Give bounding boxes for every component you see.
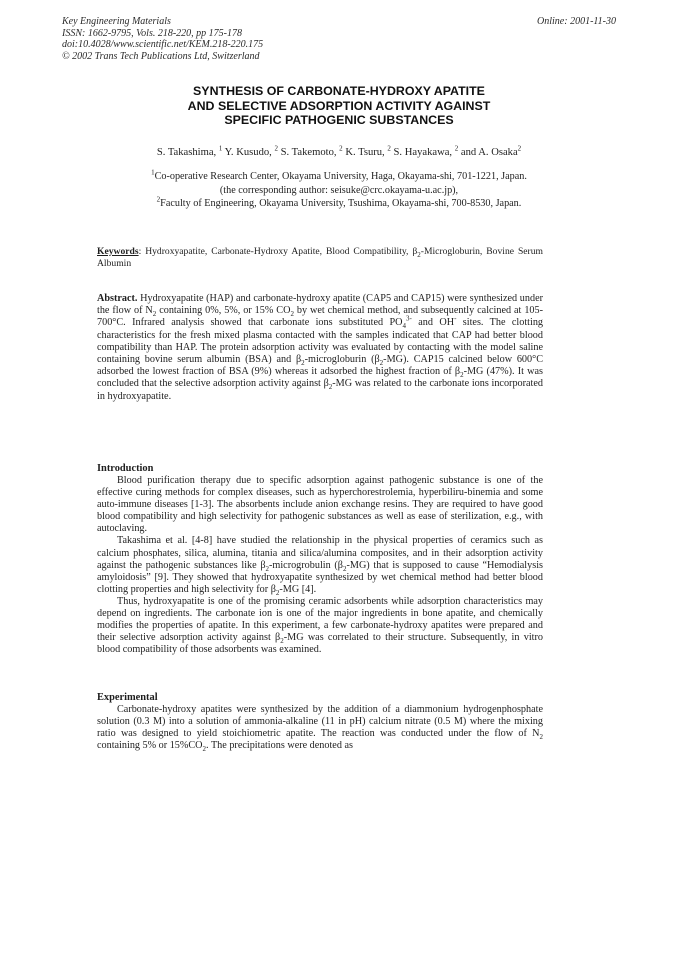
author-name: Y. Kusudo, <box>224 147 272 158</box>
online-date: Online: 2001-11-30 <box>537 16 616 27</box>
doi-line: doi:10.4028/www.scientific.net/KEM.218-220.175 <box>62 39 264 50</box>
paragraph: Blood purification therapy due to specific adsorption against pathogenic substance is one of the effective curing methods for complex diseases, such as hyperchorestrolemia, hyperbiliru-binemia and some auto-immune diseases [1-3]. The absorbents include anion exchange resins. They are required to have good blood compatibility and high selectivity for pathogenic substances as well as ease of sterilization, e.g., with autoclaving. <box>97 475 543 535</box>
introduction-section <box>97 462 543 656</box>
author-name: S. Takashima, <box>156 147 217 158</box>
copyright-line: © 2002 Trans Tech Publications Ltd, Switzerland <box>62 50 260 62</box>
author-name: and A. Osaka <box>460 147 518 158</box>
title-line: SYNTHESIS OF CARBONATE-HYDROXY APATITE <box>193 84 485 98</box>
journal-name: Key Engineering Materials <box>62 16 171 27</box>
affiliation-mark: 2 <box>156 195 161 204</box>
paper-title <box>0 84 678 128</box>
paragraph: Takashima et al. [4-8] have studied the relationship in the physical properties of ceramics such as calcium phosphates, silica, alumina, titania and silica/alumina composites, and in their adsorption activity against the pathogenic substances like $\beta_2$-microgrobulin $(\beta_2-MG)$ that is supposed to cause “Hemodialysis amyloidosis” [9]. They showed that hydroxyapatite synthesized by wet chemical method had better blood clotting properties and high selectivity for $\beta_2-MG$ [4]. <box>97 535 543 597</box>
affiliation-mark: 2 <box>454 144 459 153</box>
corresponding-author: (the corresponding author: seisuke@crc.okayama-u.ac.jp), <box>219 184 459 196</box>
title-line: SPECIFIC PATHOGENIC SUBSTANCES <box>224 113 454 127</box>
journal-header <box>62 16 616 62</box>
paragraph: Carbonate-hydroxy apatites were synthesized by the addition of a diammonium hydrogenphosphate solution (0.3 M) into a solution of ammonia-alkaline (11 in pH) calcium nitrate (0.5 M) where the mixing ratio was designed to yield stoichiometric apatite. The reaction was conducted under the flow of $N_2$ containing 5% or $15\%CO_2$. The precipitations were denoted as <box>97 704 543 754</box>
keywords-label: Keywords <box>97 246 139 257</box>
affiliation-mark: 2 <box>387 144 391 153</box>
author-list <box>0 144 678 158</box>
affiliations <box>0 170 678 211</box>
abstract-label: Abstract. <box>97 293 138 304</box>
affiliation-1: $^1$Co-operative Research Center, Okayama University, Haga, Okayama-shi, 701-1221, Japan. <box>151 168 527 182</box>
author-name: K. Tsuru, <box>345 147 385 158</box>
keywords: Keywords: Hydroxyapatite, Carbonate-Hydroxy Apatite, Blood Compatibility, $\beta_2$-Microgloburin, Bovine Serum Albumin <box>97 246 543 269</box>
paragraph: Thus, hydroxyapatite is one of the promising ceramic adsorbents while adsorption characteristics may depend on ingredients. The carbonate ion is one of the major ingredients in bone apatite, and chemically modifies the properties of apatite. In this experiment, a few carbonate-hydroxy apatites were prepared and their selective adsorption activity against $\beta_2-MG$ was correlated to their structure. Subsequently, in vitro blood compatibility of those adsorbents was examined. <box>97 595 543 656</box>
experimental-section <box>97 691 543 752</box>
affiliation-mark: 1 <box>151 168 155 177</box>
affiliation-mark: 2 <box>274 144 278 153</box>
affiliation-mark: 2 <box>339 144 343 153</box>
title-line: AND SELECTIVE ADSORPTION ACTIVITY AGAINST <box>187 98 491 113</box>
author-name: S. Hayakawa, <box>393 147 453 158</box>
affiliation-2: $^2$Faculty of Engineering, Okayama University, Tsushima, Okayama-shi, 700-8530, Japan. <box>156 195 522 209</box>
abstract: Abstract. Hydroxyapatite (HAP) and carbonate-hydroxy apatite (CAP5 and CAP15) were synthesized under the flow of $N_2$ containing 0%, 5%, or 15% $CO_2$ by wet chemical method, and subsequently calcined at 105-700°C. Infrared analysis showed that carbonate ions substituted $PO_4^{3-}$ and OH- sites. The clotting characteristics for the fresh mixed plasma contacted with the samples indicated that CAP had better blood compatibility than HAP. The protein adsorption activity was evaluated by contacting with the model saline containing bovine serum albumin (BSA) and $\beta_2$-microgloburin $(\beta_2-MG)$. CAP15 calcined below 600°C adsorbed the lowest fraction of BSA (9%) whereas it adsorbed the highest fraction of $\beta_2-MG$ (47%). It was concluded that the selective adsorption activity against $\beta_2-MG$ was related to the carbonate ions incorporated in hydroxyapatite. <box>97 293 544 402</box>
affiliation-mark: 2 <box>517 144 522 153</box>
author-name: S. Takemoto, <box>280 147 337 158</box>
affiliation-mark: 1 <box>218 144 223 153</box>
section-heading: Experimental <box>97 692 158 703</box>
issn-line: ISSN: 1662-9795, Vols. 218-220, pp 175-178 <box>62 27 242 39</box>
section-heading: Introduction <box>97 463 154 474</box>
